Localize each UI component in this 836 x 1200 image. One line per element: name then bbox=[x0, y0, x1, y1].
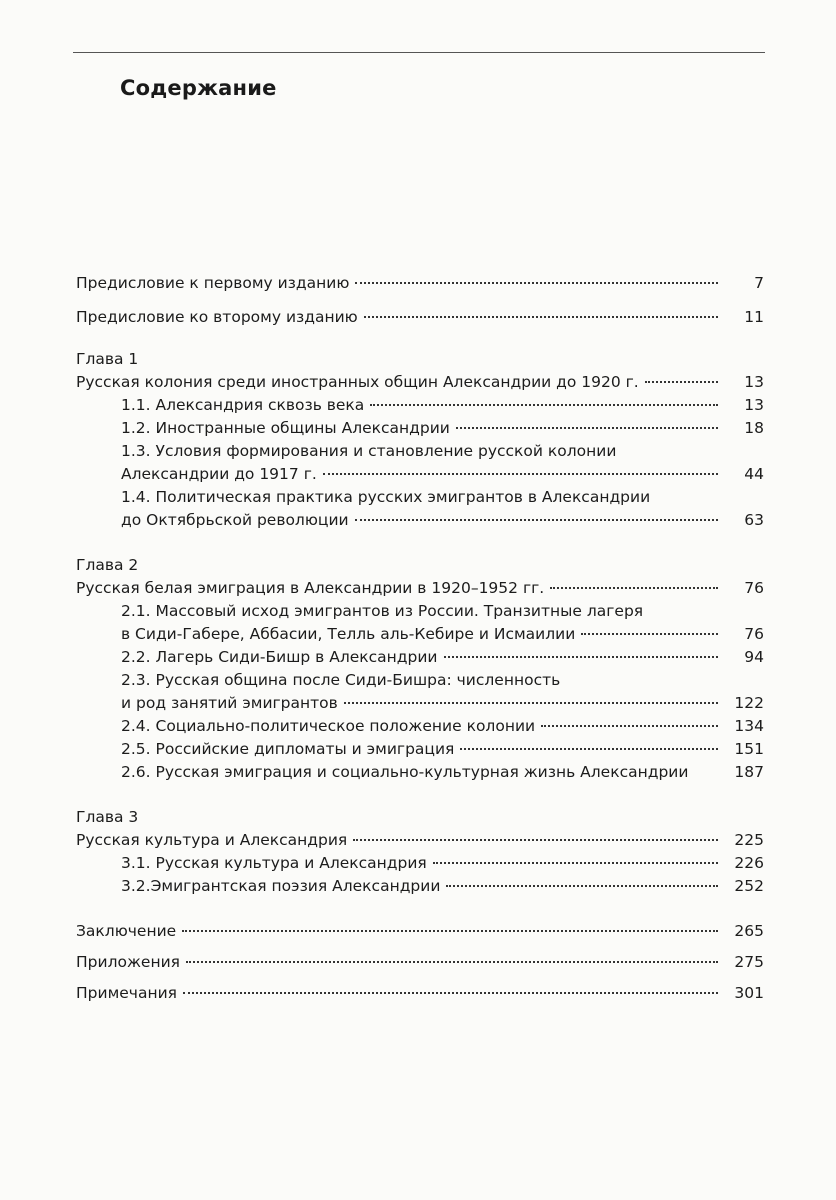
dot-leader bbox=[182, 930, 718, 932]
toc-entry-appendices[interactable] bbox=[76, 951, 764, 974]
toc-page-number: 76 bbox=[744, 625, 764, 643]
section-title: 1.1. Александрия сквозь века bbox=[121, 396, 365, 414]
chapter-1-label: Глава 1 bbox=[76, 350, 139, 368]
toc-entry-notes[interactable] bbox=[76, 982, 764, 1005]
section-title-line-1: 1.4. Политическая практика русских эмигрантов в Александрии bbox=[121, 488, 651, 506]
chapter-title: Русская культура и Александрия bbox=[76, 831, 348, 849]
section-title: 1.2. Иностранные общины Александрии bbox=[121, 419, 450, 437]
dot-leader bbox=[550, 587, 718, 589]
toc-entry-chapter-1[interactable] bbox=[76, 371, 764, 394]
toc-page-number: 94 bbox=[744, 648, 764, 666]
section-title: 2.2. Лагерь Сиди-Бишр в Александрии bbox=[121, 648, 438, 666]
toc-entry-text: Приложения bbox=[76, 953, 180, 971]
toc-entry-text: Примечания bbox=[76, 984, 177, 1002]
toc-entry-section-2-3[interactable] bbox=[76, 669, 764, 715]
toc-entry-conclusion[interactable] bbox=[76, 920, 764, 943]
toc-page-number: 275 bbox=[734, 953, 764, 971]
table-of-contents bbox=[76, 272, 764, 1005]
toc-entry-chapter-2[interactable] bbox=[76, 577, 764, 600]
section-title-line-1: 2.1. Массовый исход эмигрантов из России. Транзитные лагеря bbox=[121, 602, 644, 620]
toc-page-number: 13 bbox=[744, 396, 764, 414]
toc-page-number: 265 bbox=[734, 922, 764, 940]
dot-leader bbox=[444, 656, 718, 658]
section-title-line-2: Александрии до 1917 г. bbox=[121, 465, 317, 483]
chapter-title: Русская белая эмиграция в Александрии в 1920–1952 гг. bbox=[76, 579, 545, 597]
toc-entry-section-1-3[interactable] bbox=[76, 440, 764, 486]
toc-page-number: 134 bbox=[734, 717, 764, 735]
toc-page-number: 187 bbox=[734, 763, 764, 781]
toc-entry-section-2-1[interactable] bbox=[76, 600, 764, 646]
chapter-3-label: Глава 3 bbox=[76, 808, 139, 826]
section-title-line-2: в Сиди-Габере, Аббасии, Телль аль-Кебире и Исмаилии bbox=[121, 625, 576, 643]
toc-page-number: 252 bbox=[734, 877, 764, 895]
toc-page-number: 18 bbox=[744, 419, 764, 437]
dot-leader bbox=[344, 702, 718, 704]
section-title: 3.2.Эмигрантская поэзия Александрии bbox=[121, 877, 441, 895]
toc-entry-preface-second[interactable] bbox=[76, 306, 764, 329]
dot-leader bbox=[460, 748, 718, 750]
section-title: 2.4. Социально-политическое положение колонии bbox=[121, 717, 536, 735]
chapter-title: Русская колония среди иностранных общин Александрии до 1920 г. bbox=[76, 373, 639, 391]
dot-leader bbox=[541, 725, 718, 727]
page-title: Содержание bbox=[120, 76, 277, 100]
toc-entry-section-2-5[interactable] bbox=[76, 738, 764, 761]
toc-entry-section-3-1[interactable] bbox=[76, 852, 764, 875]
dot-leader bbox=[433, 862, 718, 864]
toc-entry-text: Предисловие ко второму изданию bbox=[76, 308, 358, 326]
dot-leader bbox=[355, 519, 718, 521]
dot-leader bbox=[456, 427, 718, 429]
toc-entry-preface-first[interactable] bbox=[76, 272, 764, 295]
dot-leader bbox=[353, 839, 718, 841]
section-title-line-1: 2.3. Русская община после Сиди-Бишра: численность bbox=[121, 671, 561, 689]
dot-leader bbox=[446, 885, 718, 887]
toc-entry-chapter-3[interactable] bbox=[76, 829, 764, 852]
toc-entry-section-3-2[interactable] bbox=[76, 875, 764, 898]
toc-entry-section-2-4[interactable] bbox=[76, 715, 764, 738]
toc-page-number: 11 bbox=[744, 308, 764, 326]
toc-page-number: 122 bbox=[734, 694, 764, 712]
toc-page-number: 44 bbox=[744, 465, 764, 483]
dot-leader bbox=[581, 633, 718, 635]
toc-entry-section-2-2[interactable] bbox=[76, 646, 764, 669]
header-rule bbox=[73, 52, 765, 53]
section-title-line-2: и род занятий эмигрантов bbox=[121, 694, 338, 712]
section-title-line-2: до Октябрьской революции bbox=[121, 511, 349, 529]
chapter-2-label: Глава 2 bbox=[76, 556, 139, 574]
toc-entry-section-1-4[interactable] bbox=[76, 486, 764, 532]
toc-entry-text: Заключение bbox=[76, 922, 177, 940]
dot-leader bbox=[323, 473, 718, 475]
toc-page-number: 63 bbox=[744, 511, 764, 529]
toc-page-number: 151 bbox=[734, 740, 764, 758]
section-title: 3.1. Русская культура и Александрия bbox=[121, 854, 427, 872]
toc-entry-section-1-1[interactable] bbox=[76, 394, 764, 417]
dot-leader bbox=[370, 404, 718, 406]
dot-leader bbox=[183, 992, 718, 994]
section-title: 2.5. Российские дипломаты и эмиграция bbox=[121, 740, 455, 758]
toc-page-number: 225 bbox=[734, 831, 764, 849]
toc-entry-text: Предисловие к первому изданию bbox=[76, 274, 350, 292]
dot-leader bbox=[186, 961, 718, 963]
section-title-line-1: 1.3. Условия формирования и становление русской колонии bbox=[121, 442, 617, 460]
toc-page-number: 226 bbox=[734, 854, 764, 872]
dot-leader bbox=[645, 381, 718, 383]
dot-leader bbox=[364, 316, 718, 318]
toc-page-number: 76 bbox=[744, 579, 764, 597]
toc-entry-section-2-6[interactable] bbox=[76, 761, 764, 784]
section-title: 2.6. Русская эмиграция и социально-культурная жизнь Александрии bbox=[121, 763, 689, 781]
toc-page-number: 7 bbox=[754, 274, 764, 292]
dot-leader bbox=[355, 282, 718, 284]
toc-entry-section-1-2[interactable] bbox=[76, 417, 764, 440]
toc-page-number: 301 bbox=[734, 984, 764, 1002]
toc-page-number: 13 bbox=[744, 373, 764, 391]
